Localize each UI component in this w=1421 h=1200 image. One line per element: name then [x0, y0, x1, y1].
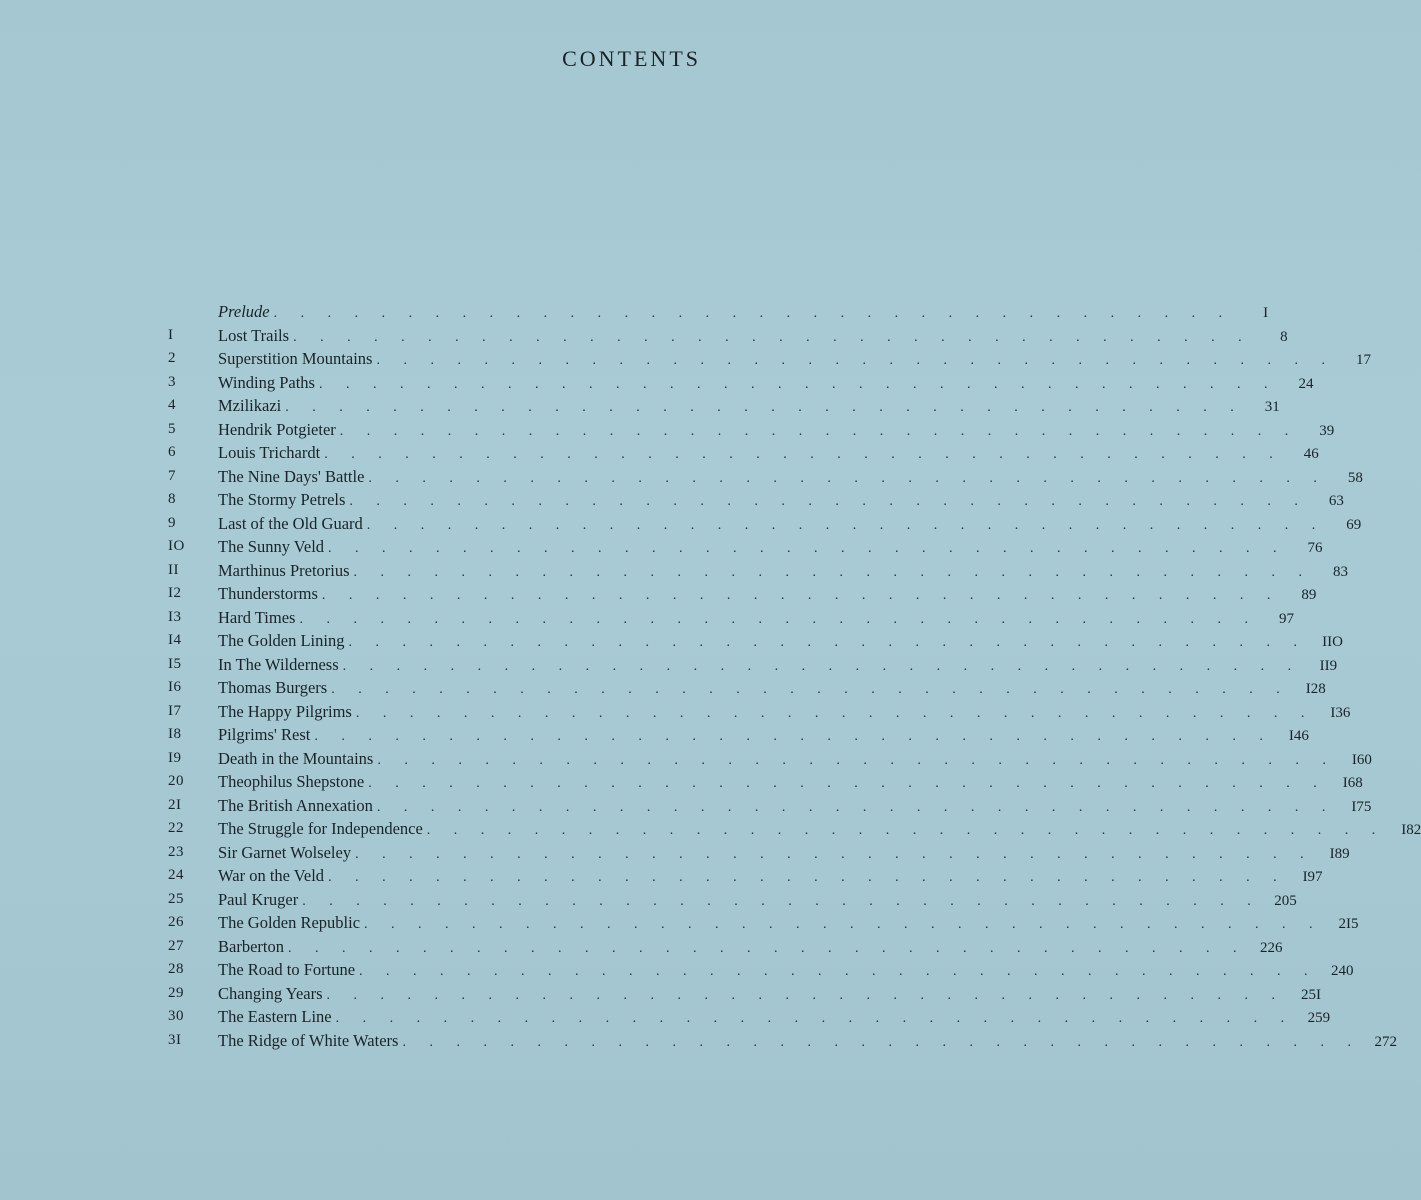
dot-leader: . . . . . . . . . . . . . . . . . . . . . . . . . . . . . . . . . . . . — [359, 964, 1318, 979]
toc-entry — [168, 324, 1288, 348]
chapter-number: 29 — [168, 984, 184, 1001]
dot-leader: . . . . . . . . . . . . . . . . . . . . . . . . . . . . . . . . . . . . — [335, 1011, 1295, 1026]
page-number: 259 — [1307, 1010, 1331, 1026]
chapter-number: 5 — [168, 420, 176, 437]
chapter-number: 23 — [168, 843, 184, 860]
chapter-number: 26 — [168, 914, 184, 930]
toc-entry — [168, 864, 1323, 888]
table-of-contents — [168, 300, 1421, 1052]
page-number: 97 — [1278, 610, 1294, 627]
chapter-number: I7 — [168, 702, 182, 719]
dot-leader: . . . . . . . . . . . . . . . . . . . . . . . . . . . . . . . . . . . . — [326, 987, 1286, 1003]
chapter-title: The Ridge of White Waters — [218, 1030, 399, 1050]
chapter-number: 9 — [168, 514, 176, 531]
chapter-title: Barberton — [218, 936, 284, 956]
dot-leader: . . . . . . . . . . . . . . . . . . . . . . . . . . . . . . . . . . . . — [426, 823, 1386, 838]
chapter-title: The Golden Lining — [218, 631, 345, 650]
page-number: I28 — [1305, 681, 1326, 697]
toc-entry — [168, 935, 1283, 959]
page-number: 76 — [1307, 540, 1323, 556]
dot-leader: . . . . . . . . . . . . . . . . . . . . . . . . . . . . . . . . . . . . — [376, 799, 1336, 815]
page-number: II9 — [1319, 657, 1338, 674]
chapter-number: I9 — [168, 749, 182, 766]
chapter-title: Last of the Old Guard — [218, 513, 363, 533]
chapter-number: 24 — [168, 867, 184, 883]
toc-entry — [168, 794, 1372, 818]
page-number: 31 — [1264, 399, 1280, 415]
chapter-title: The British Annexation — [218, 795, 373, 815]
page-number: 89 — [1301, 587, 1317, 603]
page-number: 226 — [1259, 939, 1283, 956]
toc-entry — [168, 1029, 1397, 1053]
page-number: 17 — [1355, 352, 1371, 368]
toc-entry — [168, 441, 1319, 465]
chapter-title: Marthinus Pretorius — [218, 560, 350, 580]
dot-leader: . . . . . . . . . . . . . . . . . . . . . . . . . . . . . . . . . . . . — [355, 705, 1315, 721]
dot-leader: . . . . . . . . . . . . . . . . . . . . . . . . . . . . . . . . . . . . — [368, 470, 1327, 486]
dot-leader: . . . . . . . . . . . . . . . . . . . . . . . . . . . . . . . . . . . . — [328, 541, 1287, 556]
page-number: 63 — [1328, 493, 1344, 509]
chapter-number: 2I — [168, 796, 182, 813]
chapter-number: 3I — [168, 1031, 182, 1048]
toc-entry — [168, 841, 1350, 865]
dot-leader: . . . . . . . . . . . . . . . . . . . . . . . . . . . . . . . . . . . . — [293, 329, 1252, 345]
chapter-title: The Sunny Veld — [218, 537, 325, 556]
chapter-title: Winding Paths — [218, 372, 315, 392]
chapter-title: Louis Trichardt — [218, 443, 321, 462]
page-number: 46 — [1303, 446, 1319, 462]
chapter-title: The Struggle for Independence — [218, 819, 423, 838]
chapter-title: Thomas Burgers — [218, 678, 328, 697]
page-number: 272 — [1374, 1033, 1397, 1050]
page-number: 83 — [1333, 563, 1349, 580]
page-number: 25I — [1301, 986, 1322, 1003]
dot-leader: . . . . . . . . . . . . . . . . . . . . . . . . . . . . . . . . . . . . — [321, 588, 1281, 603]
chapter-title: Changing Years — [218, 983, 323, 1003]
toc-entry — [168, 394, 1280, 418]
dot-leader: . . . . . . . . . . . . . . . . . . . . . . . . . . . . . . . . . . . . — [355, 846, 1314, 862]
page-number: IIO — [1322, 634, 1343, 650]
dot-leader: . . . . . . . . . . . . . . . . . . . . . . . . . . . . . . . . . . . . — [402, 1034, 1361, 1050]
chapter-number: 22 — [168, 820, 184, 836]
chapter-number: 30 — [168, 1008, 184, 1024]
page-number: 205 — [1274, 892, 1297, 909]
chapter-number: I8 — [168, 726, 182, 742]
dot-leader: . . . . . . . . . . . . . . . . . . . . . . . . . . . . . . . . . . . . — [287, 940, 1247, 956]
page-number: 8 — [1280, 328, 1288, 345]
dot-leader: . . . . . . . . . . . . . . . . . . . . . . . . . . . . . . . . . . . . — [376, 353, 1335, 368]
chapter-title: Prelude — [218, 302, 270, 321]
chapter-title: Paul Kruger — [218, 889, 299, 909]
chapter-number: 8 — [168, 491, 176, 507]
page-number: I75 — [1351, 798, 1372, 815]
chapter-title: Mzilikazi — [218, 396, 282, 415]
toc-entry — [168, 911, 1359, 935]
page-number: 39 — [1319, 422, 1335, 439]
chapter-title: Superstition Mountains — [218, 349, 373, 368]
toc-entry — [168, 770, 1363, 794]
dot-leader: . . . . . . . . . . . . . . . . . . . . . . . . . . . . . . . . . . . . — [353, 564, 1313, 580]
dot-leader: . . . . . . . . . . . . . . . . . . . . . . . . . . . . . . . . . . . . — [348, 635, 1307, 650]
dot-leader: . . . . . . . . . . . . . . . . . . . . . . . . . . . . . . . . . . . . — [302, 893, 1261, 909]
dot-leader: . . . . . . . . . . . . . . . . . . . . . . . . . . . . . . . . . . . . — [339, 423, 1299, 439]
dot-leader: . . . . . . . . . . . . . . . . . . . . . . . . . . . . . . . . . . . . — [366, 517, 1326, 533]
toc-entry — [168, 653, 1338, 677]
dot-leader: . . . . . . . . . . . . . . . . . . . . . . . . . . . . . . . . . . . . — [342, 658, 1302, 674]
dot-leader: . . . . . . . . . . . . . . . . . . . . . . . . . . . . . . . . . . . . — [285, 400, 1244, 415]
chapter-number: I6 — [168, 679, 182, 695]
page-number: 24 — [1298, 375, 1314, 392]
toc-entry — [168, 817, 1421, 841]
chapter-number: II — [168, 561, 179, 578]
toc-entry — [168, 488, 1344, 512]
chapter-title: Pilgrims' Rest — [218, 725, 311, 744]
chapter-number: 25 — [168, 890, 184, 907]
toc-entry — [168, 982, 1322, 1006]
page-number: I89 — [1329, 845, 1350, 862]
dot-leader: . . . . . . . . . . . . . . . . . . . . . . . . . . . . . . . . . . . . — [349, 494, 1308, 509]
toc-entry — [168, 465, 1363, 489]
dot-leader: . . . . . . . . . . . . . . . . . . . . . . . . . . . . . . . . . . . . — [368, 776, 1327, 791]
chapter-title: The Nine Days' Battle — [218, 466, 365, 486]
toc-entry — [168, 347, 1371, 371]
toc-entry — [168, 723, 1309, 747]
chapter-number: I2 — [168, 585, 182, 601]
toc-entry — [168, 676, 1326, 700]
chapter-number: 3 — [168, 373, 176, 390]
chapter-number: 20 — [168, 773, 184, 789]
chapter-title: The Road to Fortune — [218, 960, 356, 979]
dot-leader: . . . . . . . . . . . . . . . . . . . . . . . . . . . . . . . . . . . . — [273, 306, 1233, 321]
chapter-title: The Stormy Petrels — [218, 490, 346, 509]
page-number: I46 — [1288, 728, 1309, 744]
toc-entry — [168, 888, 1297, 912]
chapter-title: The Golden Republic — [218, 913, 361, 932]
chapter-title: Thunderstorms — [218, 584, 318, 603]
chapter-number: I — [168, 326, 174, 343]
toc-entry — [168, 300, 1269, 324]
chapter-number: I5 — [168, 655, 182, 672]
chapter-number: 2 — [168, 350, 176, 366]
toc-entry — [168, 629, 1343, 653]
chapter-number: IO — [168, 538, 185, 554]
page-number: I — [1263, 305, 1269, 321]
chapter-number: I3 — [168, 608, 182, 625]
chapter-number: 7 — [168, 467, 176, 484]
chapter-title: Hard Times — [218, 607, 296, 627]
toc-entry — [168, 559, 1349, 583]
dot-leader: . . . . . . . . . . . . . . . . . . . . . . . . . . . . . . . . . . . . — [328, 870, 1287, 885]
toc-entry — [168, 418, 1335, 442]
dot-leader: . . . . . . . . . . . . . . . . . . . . . . . . . . . . . . . . . . . . — [318, 376, 1278, 392]
page-number: I68 — [1342, 775, 1363, 791]
toc-entry — [168, 747, 1372, 771]
page-number: 69 — [1346, 516, 1362, 533]
chapter-number: 6 — [168, 444, 176, 460]
page-number: I60 — [1351, 751, 1372, 768]
chapter-number: I4 — [168, 632, 182, 648]
dot-leader: . . . . . . . . . . . . . . . . . . . . . . . . . . . . . . . . . . . . — [377, 752, 1336, 768]
contents-heading: CONTENTS — [562, 46, 701, 71]
dot-leader: . . . . . . . . . . . . . . . . . . . . . . . . . . . . . . . . . . . . — [299, 611, 1258, 627]
page-number: I36 — [1330, 704, 1351, 721]
toc-entry — [168, 582, 1317, 606]
chapter-number: 28 — [168, 961, 184, 977]
toc-entry — [168, 535, 1323, 559]
chapter-title: The Eastern Line — [218, 1007, 332, 1026]
chapter-title: War on the Veld — [218, 866, 325, 885]
toc-entry — [168, 606, 1294, 630]
page-number: 240 — [1331, 963, 1354, 979]
chapter-number: 4 — [168, 397, 176, 413]
chapter-title: The Happy Pilgrims — [218, 701, 352, 721]
page-number: I97 — [1302, 869, 1323, 885]
dot-leader: . . . . . . . . . . . . . . . . . . . . . . . . . . . . . . . . . . . . — [314, 729, 1273, 744]
dot-leader: . . . . . . . . . . . . . . . . . . . . . . . . . . . . . . . . . . . . — [364, 917, 1323, 932]
chapter-title: In The Wilderness — [218, 654, 339, 674]
dot-leader: . . . . . . . . . . . . . . . . . . . . . . . . . . . . . . . . . . . . — [324, 447, 1283, 462]
page-number: 2I5 — [1338, 916, 1359, 932]
chapter-title: Theophilus Shepstone — [218, 772, 365, 791]
toc-entry — [168, 512, 1362, 536]
toc-entry — [168, 700, 1351, 724]
chapter-number: 27 — [168, 937, 184, 954]
dot-leader: . . . . . . . . . . . . . . . . . . . . . . . . . . . . . . . . . . . . — [331, 682, 1290, 697]
page-number: 58 — [1347, 469, 1363, 486]
toc-entry — [168, 371, 1314, 395]
chapter-title: Hendrik Potgieter — [218, 419, 336, 439]
toc-entry — [168, 958, 1354, 982]
toc-entry — [168, 1005, 1331, 1029]
chapter-title: Sir Garnet Wolseley — [218, 842, 352, 862]
page-number: I82 — [1401, 822, 1421, 838]
chapter-title: Death in the Mountains — [218, 748, 374, 768]
chapter-title: Lost Trails — [218, 325, 290, 345]
